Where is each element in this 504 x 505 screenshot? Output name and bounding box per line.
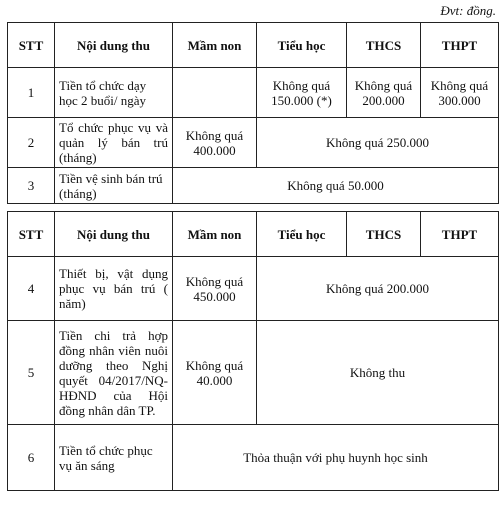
row-thcs: Không quá 200.000 [347, 68, 421, 118]
table-row [8, 321, 499, 425]
header-stt: STT [8, 23, 55, 68]
header-tieuhoc: Tiểu học [257, 23, 347, 68]
row-mamnon: Không quá 450.000 [173, 257, 257, 321]
header-thcs: THCS [347, 23, 421, 68]
row-thpt: Không quá 300.000 [421, 68, 499, 118]
row-content: Tiền chi trả hợp đồng nhân viên nuôi dưỡng theo Nghị quyết 04/2017/NQ-HĐND của Hội đồng nhân dân TP. [55, 321, 173, 425]
table-row [8, 425, 499, 491]
row-stt: 1 [8, 68, 55, 118]
fee-table-2 [7, 211, 499, 491]
header-mamnon: Mầm non [173, 23, 257, 68]
header-mamnon: Mầm non [173, 212, 257, 257]
unit-note: Đvt: đồng. [440, 3, 496, 18]
row-stt: 5 [8, 321, 55, 425]
header-thcs: THCS [347, 212, 421, 257]
table-header-row [8, 212, 499, 257]
row-merged-value: Thỏa thuận với phụ huynh học sinh [173, 425, 499, 491]
table-header-row [8, 23, 499, 68]
row-merged-value: Không quá 250.000 [257, 118, 499, 168]
table-row [8, 68, 499, 118]
fee-table-1 [7, 22, 499, 204]
row-merged-value: Không thu [257, 321, 499, 425]
row-stt: 2 [8, 118, 55, 168]
row-content: Tổ chức phục vụ và quản lý bán trú (tháng) [55, 118, 173, 168]
row-mamnon [173, 68, 257, 118]
row-stt: 3 [8, 168, 55, 204]
header-thpt: THPT [421, 23, 499, 68]
row-merged-value: Không quá 50.000 [173, 168, 499, 204]
header-content: Nội dung thu [55, 23, 173, 68]
row-mamnon: Không quá 400.000 [173, 118, 257, 168]
header-content: Nội dung thu [55, 212, 173, 257]
row-mamnon: Không quá 40.000 [173, 321, 257, 425]
row-merged-value: Không quá 200.000 [257, 257, 499, 321]
table-row [8, 168, 499, 204]
table-row [8, 257, 499, 321]
row-content: Tiền vệ sinh bán trú (tháng) [55, 168, 173, 204]
row-content: Tiền tổ chức dạy học 2 buổi/ ngày [55, 68, 173, 118]
table-row [8, 118, 499, 168]
header-thpt: THPT [421, 212, 499, 257]
row-content: Thiết bị, vật dụng phục vụ bán trú ( năm) [55, 257, 173, 321]
row-stt: 6 [8, 425, 55, 491]
header-stt: STT [8, 212, 55, 257]
row-tieuhoc: Không quá 150.000 (*) [257, 68, 347, 118]
header-tieuhoc: Tiểu học [257, 212, 347, 257]
row-content: Tiền tổ chức phục vụ ăn sáng [55, 425, 173, 491]
row-stt: 4 [8, 257, 55, 321]
